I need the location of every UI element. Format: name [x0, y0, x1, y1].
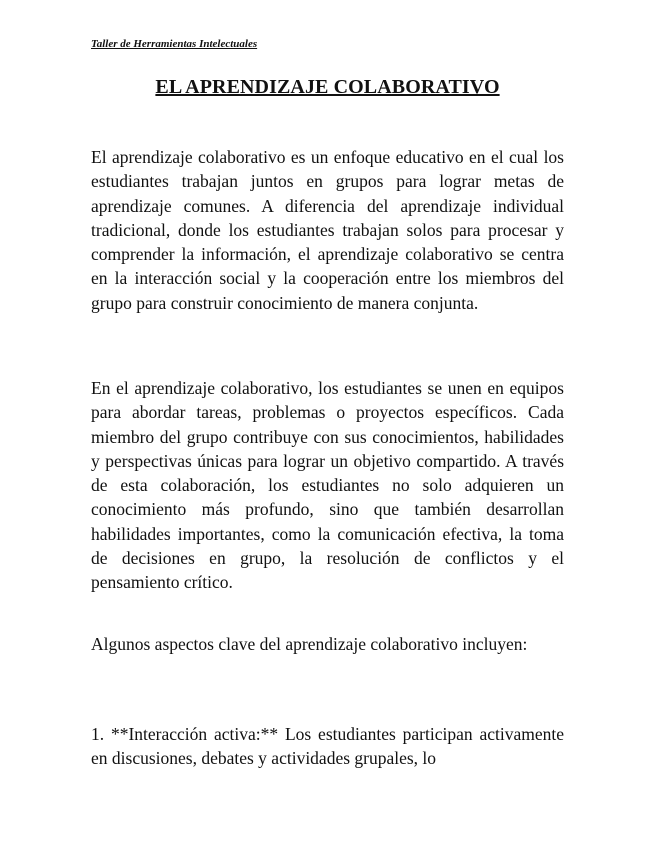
- paragraph-key-aspects: Algunos aspectos clave del aprendizaje colaborativo incluyen:: [91, 634, 528, 654]
- document-title: EL APRENDIZAJE COLABORATIVO: [155, 76, 500, 98]
- list-item-active-interaction: 1. **Interacción activa:** Los estudiantes participan activamente en discusiones, debates y actividades grupales, lo: [91, 724, 564, 769]
- running-header: Taller de Herramientas Intelectuales: [91, 38, 258, 50]
- paragraph-teams: En el aprendizaje colaborativo, los estudiantes se unen en equipos para abordar tareas, problemas o proyectos específicos. Cada miembro del grupo contribuye con sus conocimientos, habilidades y perspectivas únicas para lograr un objetivo compartido. A través de esta colaboración, los estudiantes no solo adquieren un conocimiento más profundo, sino que también desarrollan habilidades importantes, como la comunicación efectiva, la toma de decisiones en grupo, la resolución de conflictos y el pensamiento crítico.: [91, 378, 564, 593]
- paragraph-intro: El aprendizaje colaborativo es un enfoque educativo en el cual los estudiantes trabajan juntos en grupos para lograr metas de aprendizaje comunes. A diferencia del aprendizaje individual tradicional, donde los estudiantes trabajan solos para procesar y comprender la información, el aprendizaje colaborativo se centra en la interacción social y la cooperación entre los miembros del grupo para construir conocimiento de manera conjunta.: [91, 147, 564, 313]
